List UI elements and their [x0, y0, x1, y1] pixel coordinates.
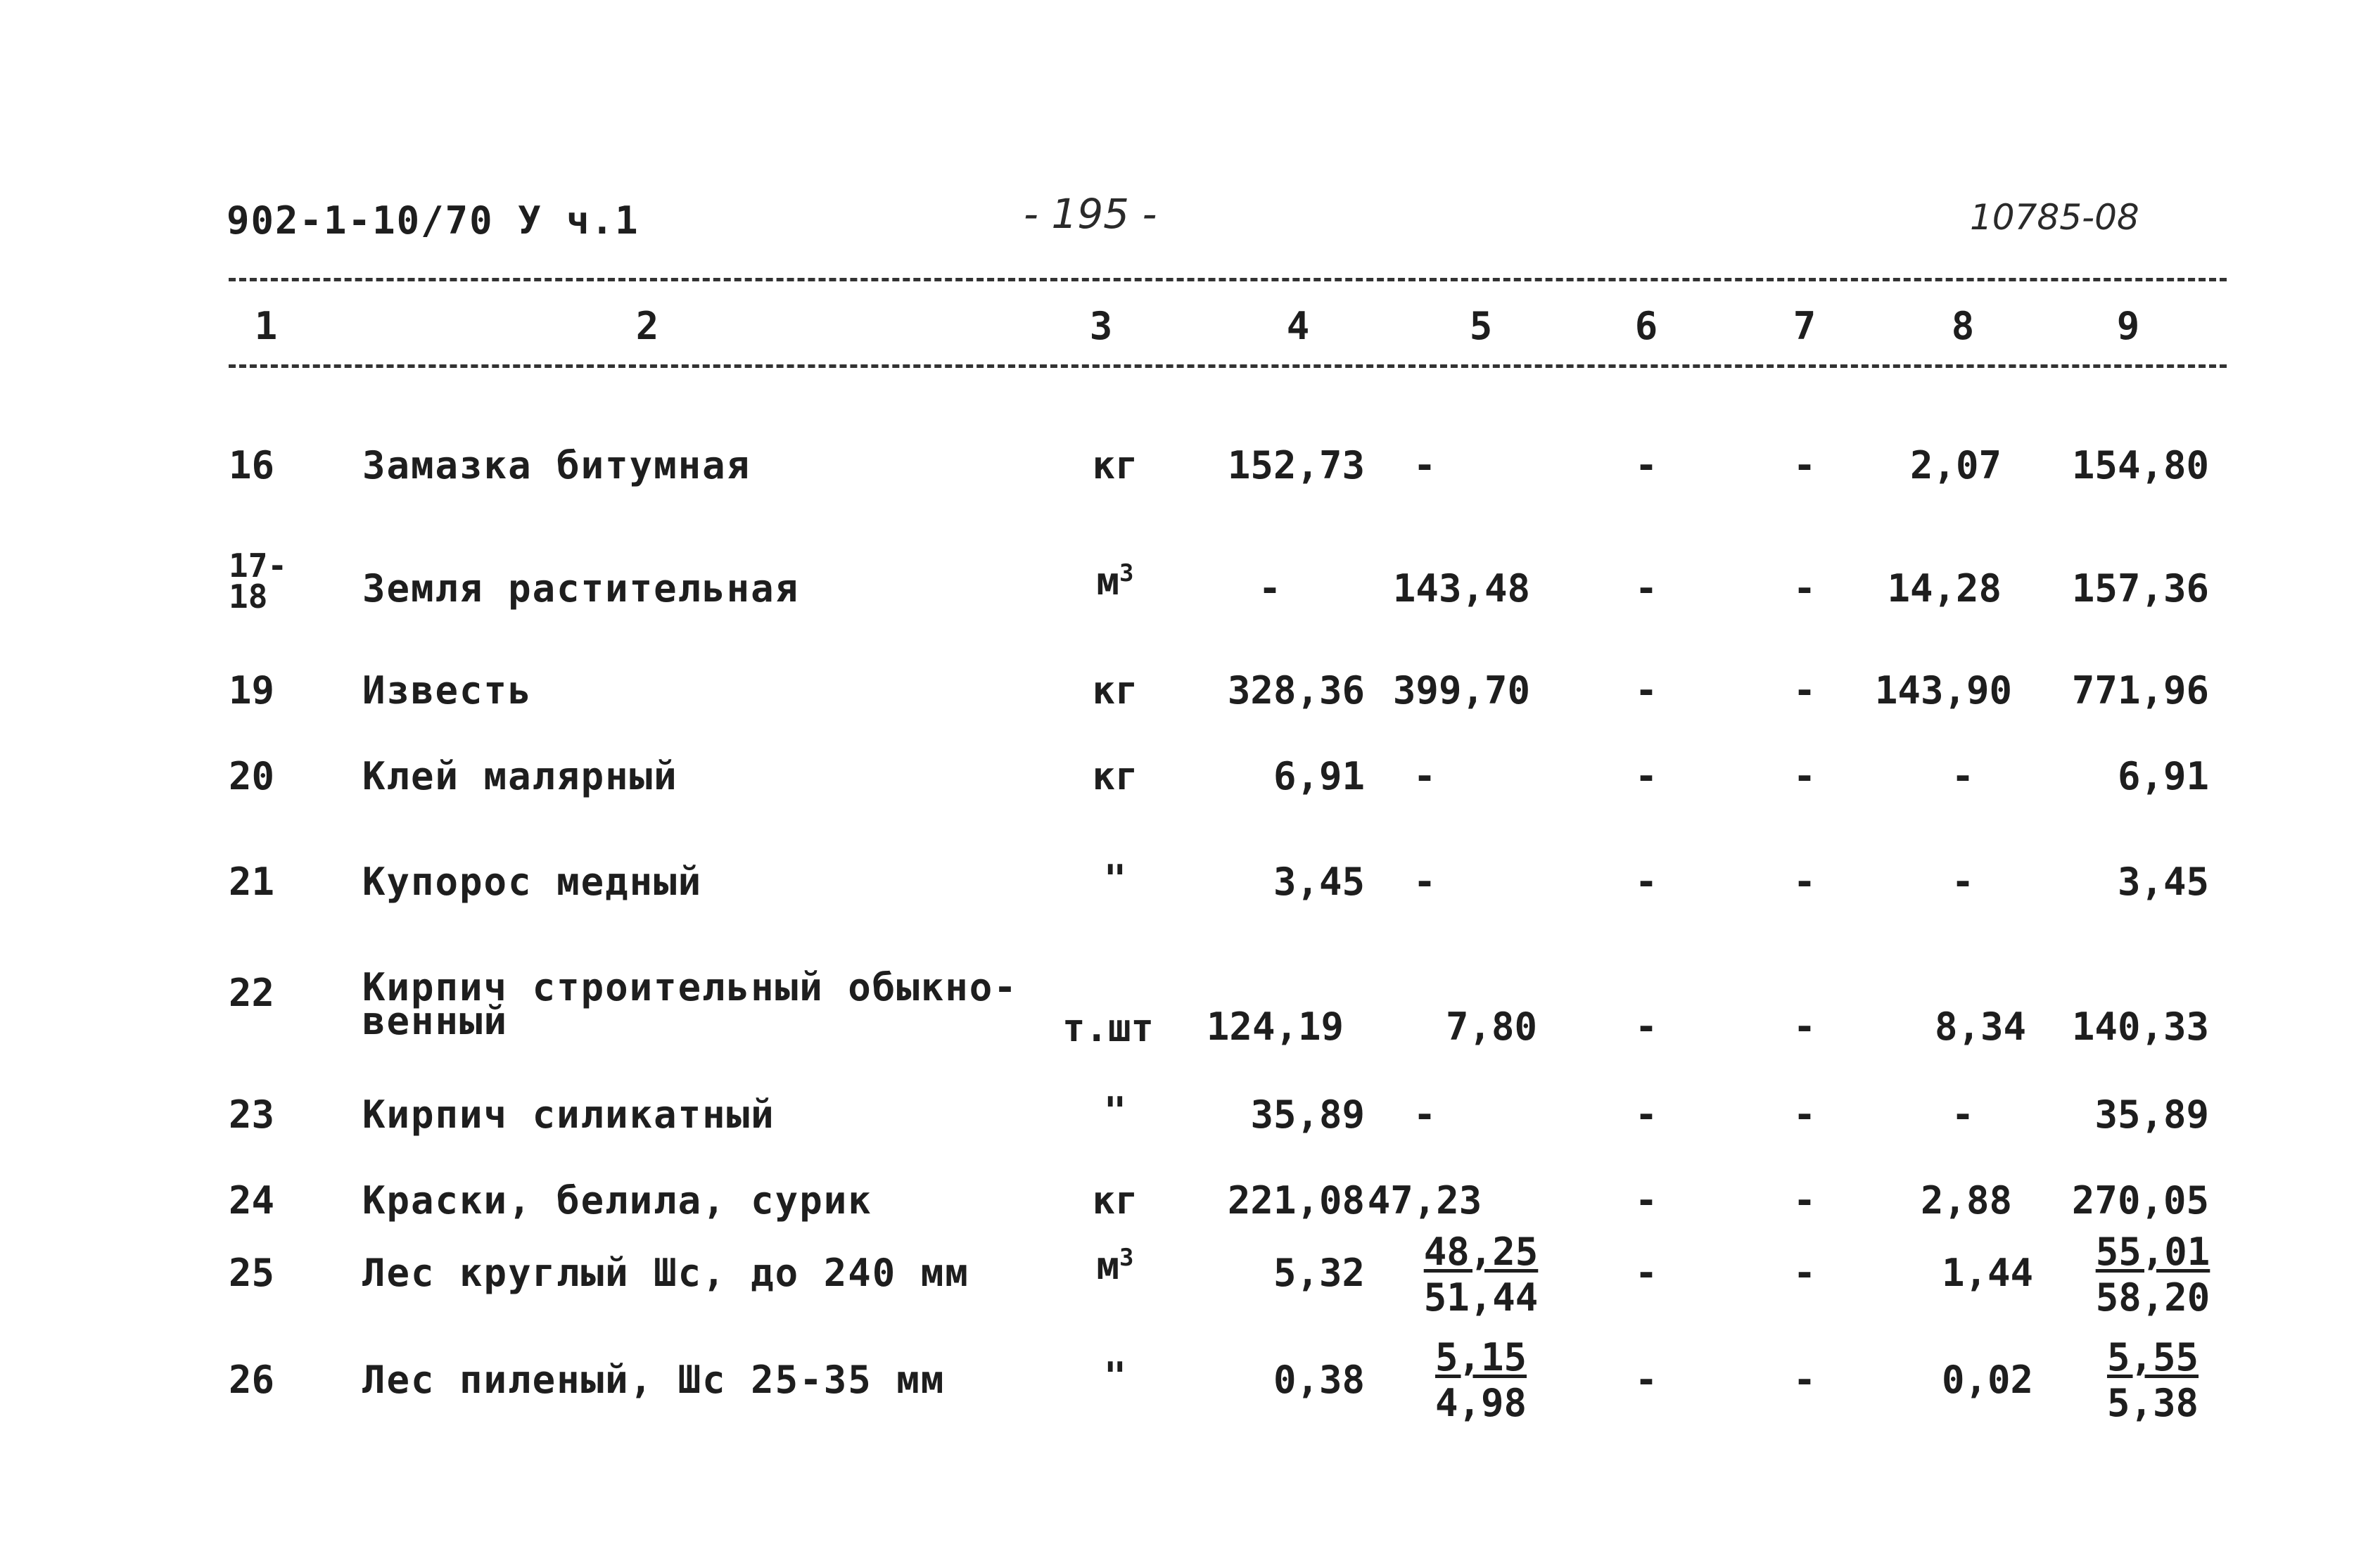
material-name: Земля растительная: [362, 566, 800, 611]
col-8-value: 1,44: [1941, 1251, 2033, 1295]
col-9-value: 6,91: [2117, 754, 2209, 798]
col-4-value: 124,19: [1206, 1005, 1344, 1049]
page-number: - 195 -: [1024, 190, 1157, 238]
col-7-value: -: [1793, 1092, 1817, 1137]
document-code: 902-1-10/70 У ч.1: [227, 198, 640, 243]
col-9-value: 35,89: [2094, 1092, 2209, 1137]
row-number: 16: [229, 443, 275, 487]
col-4-value: 221,08: [1227, 1178, 1365, 1223]
col-9-value: 771,96: [2071, 668, 2209, 713]
column-header-7: 7: [1793, 304, 1817, 348]
fraction-denominator: 5,38: [2106, 1381, 2199, 1425]
col-8-value: 0,02: [1941, 1358, 2033, 1402]
row-number: 22: [229, 971, 275, 1015]
column-header-8: 8: [1951, 304, 1975, 348]
col-6-value: -: [1634, 1092, 1658, 1137]
col-7-value: -: [1793, 1251, 1817, 1295]
col-5-fraction: [1404, 1230, 1558, 1320]
column-header-2: 2: [635, 304, 659, 348]
row-number: 24: [229, 1178, 275, 1223]
col-7-value: -: [1793, 1178, 1817, 1223]
header-bottom-rule: [229, 364, 2227, 368]
col-8-value: -: [1951, 860, 1975, 904]
col-9-value: 3,45: [2117, 860, 2209, 904]
col-8-value: -: [1951, 1092, 1975, 1137]
column-header-5: 5: [1469, 304, 1493, 348]
col-4-value: -: [1258, 566, 1282, 611]
col-7-value: -: [1793, 754, 1817, 798]
column-header-3: 3: [1089, 304, 1113, 348]
row-number: 17-18: [229, 547, 288, 616]
unit: $м^3$: [1096, 1244, 1134, 1288]
header-top-rule: [229, 278, 2227, 281]
archive-number: 10785-08: [1970, 197, 2139, 238]
col-4-value: 35,89: [1250, 1092, 1365, 1137]
unit: ": [1103, 857, 1127, 901]
col-6-value: -: [1634, 1005, 1658, 1049]
unit: кг: [1092, 1178, 1138, 1223]
material-name: [362, 965, 1018, 1043]
col-6-value: -: [1634, 668, 1658, 713]
col-5-value: -: [1413, 754, 1437, 798]
material-name: Замазка битумная: [362, 443, 751, 487]
fraction-numerator: 5,55: [2106, 1335, 2199, 1379]
material-name: Краски, белила, сурик: [362, 1178, 872, 1223]
col-7-value: -: [1793, 860, 1817, 904]
column-header-6: 6: [1634, 304, 1658, 348]
col-5-value: 47,23: [1367, 1178, 1482, 1223]
material-name-line: венный: [362, 999, 509, 1043]
column-header-1: 1: [254, 304, 278, 348]
row-number: 19: [229, 668, 275, 713]
column-header-4: 4: [1286, 304, 1310, 348]
col-7-value: -: [1793, 1005, 1817, 1049]
col-6-value: -: [1634, 860, 1658, 904]
col-9-fraction: [2075, 1335, 2230, 1425]
col-7-value: -: [1793, 566, 1817, 611]
column-header-9: 9: [2116, 304, 2140, 348]
col-9-value: 140,33: [2071, 1005, 2209, 1049]
col-6-value: -: [1634, 443, 1658, 487]
col-5-value: -: [1413, 1092, 1437, 1137]
col-5-value: -: [1413, 443, 1437, 487]
material-name: Клей малярный: [362, 754, 678, 798]
fraction-numerator: 5,15: [1434, 1335, 1527, 1379]
fraction-numerator: 55,01: [2095, 1230, 2210, 1274]
material-name: Известь: [362, 668, 533, 713]
row-number: 20: [229, 754, 275, 798]
fraction-denominator: 58,20: [2095, 1275, 2210, 1320]
col-5-value: 143,48: [1392, 566, 1530, 611]
col-8-value: 143,90: [1874, 668, 2012, 713]
col-7-value: -: [1793, 443, 1817, 487]
col-4-value: 6,91: [1273, 754, 1365, 798]
row-number: 21: [229, 860, 275, 904]
col-9-fraction: [2075, 1230, 2230, 1320]
col-8-value: 2,07: [1909, 443, 2002, 487]
unit: $м^3$: [1096, 559, 1134, 604]
row-number: 23: [229, 1092, 275, 1137]
row-number: 26: [229, 1358, 275, 1402]
unit: кг: [1092, 668, 1138, 713]
col-7-value: -: [1793, 668, 1817, 713]
col-7-value: -: [1793, 1358, 1817, 1402]
fraction-numerator: 48,25: [1423, 1230, 1539, 1274]
col-6-value: -: [1634, 566, 1658, 611]
unit: кг: [1092, 443, 1138, 487]
col-6-value: -: [1634, 1178, 1658, 1223]
col-4-value: 0,38: [1273, 1358, 1365, 1402]
col-8-value: -: [1951, 754, 1975, 798]
material-name: Лес пиленый, Шс 25-35 мм: [362, 1358, 946, 1402]
fraction-denominator: 51,44: [1423, 1275, 1539, 1320]
row-number: 25: [229, 1251, 275, 1295]
material-name: Купорос медный: [362, 860, 703, 904]
col-6-value: -: [1634, 1358, 1658, 1402]
col-8-value: 8,34: [1934, 1005, 2026, 1049]
col-6-value: -: [1634, 754, 1658, 798]
col-9-value: 270,05: [2071, 1178, 2209, 1223]
material-name: Кирпич силикатный: [362, 1092, 775, 1137]
col-5-value: -: [1413, 860, 1437, 904]
material-name: Лес круглый Шс, до 240 мм: [362, 1251, 969, 1295]
col-8-value: 14,28: [1887, 566, 2002, 611]
col-5-value: 399,70: [1392, 668, 1530, 713]
col-6-value: -: [1634, 1251, 1658, 1295]
col-4-value: 328,36: [1227, 668, 1365, 713]
unit: кг: [1092, 754, 1138, 798]
unit: ": [1103, 1354, 1127, 1398]
col-9-value: 154,80: [2071, 443, 2209, 487]
col-9-value: 157,36: [2071, 566, 2209, 611]
col-5-value: 7,80: [1445, 1005, 1537, 1049]
col-4-value: 5,32: [1273, 1251, 1365, 1295]
col-8-value: 2,88: [1920, 1178, 2012, 1223]
material-name-line: Кирпич строительный обыкно-: [362, 965, 1018, 1009]
col-4-value: 152,73: [1227, 443, 1365, 487]
unit: ": [1103, 1089, 1127, 1133]
unit: т.шт: [1062, 1006, 1154, 1050]
col-5-fraction: [1404, 1335, 1558, 1425]
col-4-value: 3,45: [1273, 860, 1365, 904]
fraction-denominator: 4,98: [1434, 1381, 1527, 1425]
